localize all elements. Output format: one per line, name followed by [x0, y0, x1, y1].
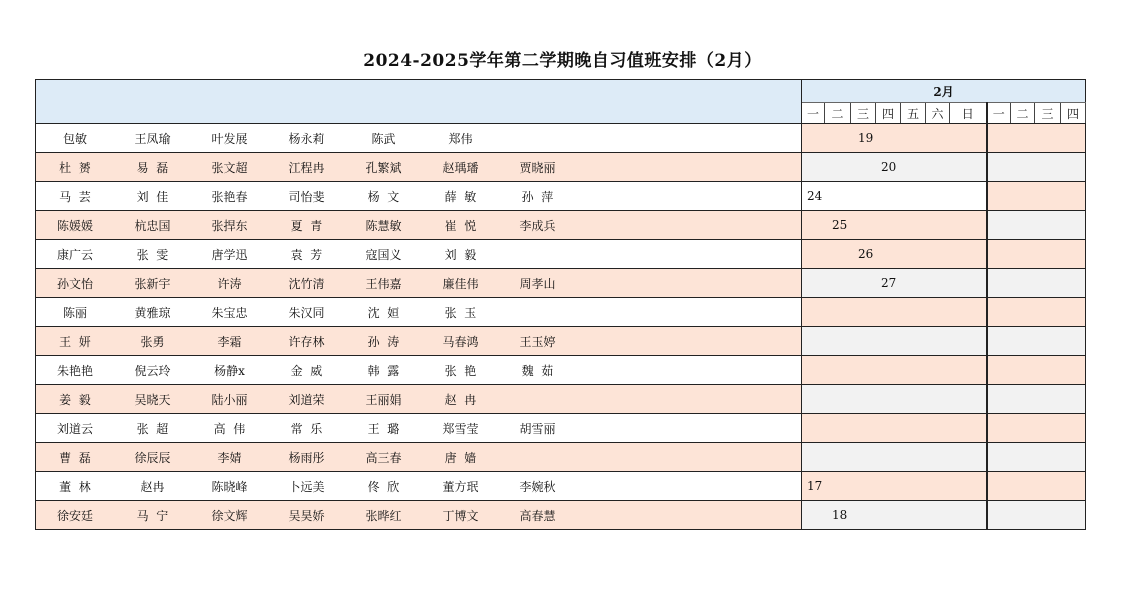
staff-name: 廉佳伟 — [442, 276, 479, 291]
week-two-days-cell — [987, 182, 1086, 211]
staff-name: 杨静x — [214, 363, 245, 378]
header-row-month — [36, 80, 1086, 103]
weekday-header: 二 — [825, 103, 851, 124]
staff-name: 徐安廷 — [56, 508, 93, 523]
month-header: 2月 — [802, 80, 1086, 103]
staff-name: 易 磊 — [136, 160, 169, 175]
duty-names-cell — [36, 414, 802, 443]
staff-name: 包敏 — [62, 131, 87, 146]
staff-name: 孔繁斌 — [365, 160, 402, 175]
staff-name: 崔 悦 — [444, 218, 477, 233]
staff-name: 朱宝忠 — [211, 305, 248, 320]
week-one-days-cell — [802, 124, 987, 153]
staff-name: 王 璐 — [367, 421, 400, 436]
duty-day-number: 19 — [858, 131, 874, 145]
staff-name: 孙文怡 — [56, 276, 93, 291]
staff-name: 杨 文 — [367, 189, 400, 204]
staff-name: 马 芸 — [59, 189, 91, 204]
staff-name: 寇国义 — [365, 247, 402, 262]
duty-schedule-table — [35, 79, 1086, 530]
staff-name: 张捍东 — [211, 218, 248, 233]
table-row — [36, 240, 1086, 269]
duty-names-cell — [36, 153, 802, 182]
staff-name: 朱艳艳 — [56, 363, 93, 378]
staff-name: 赵 冉 — [444, 392, 477, 407]
staff-name: 张 玉 — [444, 305, 477, 320]
staff-name: 韩 露 — [367, 363, 400, 378]
staff-name: 徐辰辰 — [134, 450, 171, 465]
staff-name: 马春鸿 — [442, 334, 479, 349]
staff-name: 王丽娟 — [365, 392, 402, 407]
table-row — [36, 182, 1086, 211]
duty-names-cell — [36, 298, 802, 327]
duty-names-cell — [36, 211, 802, 240]
duty-day-number: 26 — [858, 247, 874, 261]
staff-name: 王伟嘉 — [365, 276, 402, 291]
table-row — [36, 211, 1086, 240]
staff-name: 杭忠国 — [134, 218, 171, 233]
weekday-header: 一 — [987, 103, 1011, 124]
staff-name: 陈丽 — [62, 305, 87, 320]
staff-name: 赵冉 — [140, 479, 165, 494]
staff-name: 赵瑀璠 — [442, 160, 479, 175]
staff-name: 李婧 — [217, 450, 242, 465]
staff-name: 黄雅琼 — [134, 305, 171, 320]
duty-names-cell — [36, 472, 802, 501]
staff-name: 董方珉 — [442, 479, 479, 494]
staff-name: 袁 芳 — [290, 247, 323, 262]
staff-name: 常 乐 — [290, 421, 323, 436]
duty-names-cell — [36, 269, 802, 298]
table-row — [36, 414, 1086, 443]
staff-name: 胡雪丽 — [519, 421, 556, 436]
staff-name: 许涛 — [217, 276, 242, 291]
staff-name: 金 威 — [290, 363, 323, 378]
table-row — [36, 298, 1086, 327]
staff-name: 周孝山 — [519, 276, 556, 291]
week-one-days-cell — [802, 182, 987, 211]
week-two-days-cell — [987, 385, 1086, 414]
week-one-days-cell — [802, 298, 987, 327]
staff-name: 贾晓丽 — [519, 160, 556, 175]
duty-day-number: 27 — [881, 276, 897, 290]
week-two-days-cell — [987, 356, 1086, 385]
staff-name: 沈 姮 — [367, 305, 400, 320]
staff-name: 唐 嫱 — [444, 450, 477, 465]
staff-name: 江程冉 — [288, 160, 325, 175]
staff-name: 张 超 — [136, 421, 169, 436]
staff-name: 魏 茹 — [521, 363, 554, 378]
staff-name: 杜 赟 — [59, 160, 91, 175]
weekday-header: 一 — [802, 103, 825, 124]
staff-name: 刘 毅 — [444, 247, 477, 262]
table-row — [36, 443, 1086, 472]
weekday-header: 日 — [950, 103, 987, 124]
staff-name: 夏 青 — [290, 218, 323, 233]
weekday-header: 六 — [926, 103, 950, 124]
staff-name: 佟 欣 — [367, 479, 400, 494]
duty-names-cell — [36, 385, 802, 414]
week-one-days-cell — [802, 414, 987, 443]
staff-name: 曹 磊 — [59, 450, 91, 465]
staff-name: 朱汉同 — [288, 305, 325, 320]
staff-name: 丁博文 — [442, 508, 479, 523]
duty-day-number: 17 — [807, 479, 823, 493]
staff-name: 张艳春 — [211, 189, 248, 204]
staff-name: 司怡斐 — [288, 189, 325, 204]
week-two-days-cell — [987, 269, 1086, 298]
duty-names-cell — [36, 124, 802, 153]
duty-names-cell — [36, 501, 802, 530]
staff-name: 薛 敏 — [444, 189, 477, 204]
table-row — [36, 153, 1086, 182]
staff-name: 孙 涛 — [367, 334, 400, 349]
weekday-header: 四 — [876, 103, 901, 124]
table-row — [36, 501, 1086, 530]
staff-name: 刘道荣 — [288, 392, 325, 407]
staff-name: 张晔红 — [365, 508, 402, 523]
week-one-days-cell — [802, 153, 987, 182]
week-one-days-cell — [802, 472, 987, 501]
staff-name: 叶发展 — [211, 131, 248, 146]
staff-name: 唐学迅 — [211, 247, 248, 262]
staff-name: 孙 萍 — [521, 189, 554, 204]
staff-name: 吴晓天 — [134, 392, 171, 407]
staff-name: 姜 毅 — [59, 392, 91, 407]
table-row — [36, 356, 1086, 385]
staff-name: 张 艳 — [444, 363, 477, 378]
weekday-header: 三 — [851, 103, 876, 124]
staff-name: 卜远美 — [288, 479, 325, 494]
week-one-days-cell — [802, 356, 987, 385]
weekday-header: 二 — [1011, 103, 1035, 124]
week-one-days-cell — [802, 501, 987, 530]
week-two-days-cell — [987, 327, 1086, 356]
duty-day-number: 25 — [832, 218, 848, 232]
duty-day-number: 18 — [832, 508, 848, 522]
duty-names-cell — [36, 240, 802, 269]
staff-name: 杨永莉 — [288, 131, 325, 146]
duty-names-cell — [36, 327, 802, 356]
staff-name: 康广云 — [56, 247, 93, 262]
staff-name: 张勇 — [140, 334, 165, 349]
staff-name: 王凤瑜 — [134, 131, 171, 146]
staff-name: 高 伟 — [213, 421, 246, 436]
staff-name: 郑伟 — [448, 131, 473, 146]
week-two-days-cell — [987, 124, 1086, 153]
table-row — [36, 124, 1086, 153]
week-one-days-cell — [802, 269, 987, 298]
staff-name: 陈媛媛 — [56, 218, 93, 233]
week-two-days-cell — [987, 153, 1086, 182]
staff-name: 徐文辉 — [211, 508, 248, 523]
staff-name: 郑雪莹 — [442, 421, 479, 436]
weekday-header: 五 — [901, 103, 926, 124]
staff-name: 陈武 — [371, 131, 396, 146]
week-one-days-cell — [802, 443, 987, 472]
duty-day-number: 20 — [881, 160, 897, 174]
staff-name: 沈竹清 — [288, 276, 325, 291]
weekday-header: 四 — [1061, 103, 1086, 124]
staff-name: 陈晓峰 — [211, 479, 248, 494]
staff-name: 刘 佳 — [136, 189, 169, 204]
staff-name: 许存林 — [288, 334, 325, 349]
table-row — [36, 327, 1086, 356]
staff-name: 李成兵 — [519, 218, 556, 233]
staff-name: 王 妍 — [59, 334, 91, 349]
week-two-days-cell — [987, 472, 1086, 501]
staff-name: 张 雯 — [136, 247, 169, 262]
staff-name: 李婉秋 — [519, 479, 556, 494]
week-two-days-cell — [987, 211, 1086, 240]
duty-day-number: 24 — [807, 189, 823, 203]
staff-name: 刘道云 — [56, 421, 93, 436]
week-one-days-cell — [802, 327, 987, 356]
staff-name: 陈慧敏 — [365, 218, 402, 233]
page-title: 2024-2025学年第二学期晚自习值班安排（2月） — [363, 51, 762, 71]
staff-name: 马 宁 — [136, 508, 169, 523]
staff-name: 张新宇 — [134, 276, 171, 291]
staff-name: 陆小丽 — [211, 392, 248, 407]
week-two-days-cell — [987, 298, 1086, 327]
table-row — [36, 269, 1086, 298]
week-one-days-cell — [802, 240, 987, 269]
staff-name: 高三春 — [365, 450, 402, 465]
staff-name: 李霜 — [217, 334, 242, 349]
staff-name: 吴昊娇 — [288, 508, 325, 523]
header-blank-cell — [36, 80, 802, 124]
week-two-days-cell — [987, 240, 1086, 269]
duty-names-cell — [36, 443, 802, 472]
week-two-days-cell — [987, 501, 1086, 530]
staff-name: 杨雨彤 — [288, 450, 325, 465]
staff-name: 张文超 — [211, 160, 248, 175]
duty-names-cell — [36, 356, 802, 385]
staff-name: 倪云玲 — [134, 363, 171, 378]
duty-names-cell — [36, 182, 802, 211]
staff-name: 王玉婷 — [519, 334, 556, 349]
weekday-header: 三 — [1035, 103, 1061, 124]
week-two-days-cell — [987, 414, 1086, 443]
staff-name: 董 林 — [59, 479, 91, 494]
staff-name: 高春慧 — [519, 508, 556, 523]
table-row — [36, 385, 1086, 414]
week-one-days-cell — [802, 211, 987, 240]
week-one-days-cell — [802, 385, 987, 414]
table-row — [36, 472, 1086, 501]
week-two-days-cell — [987, 443, 1086, 472]
